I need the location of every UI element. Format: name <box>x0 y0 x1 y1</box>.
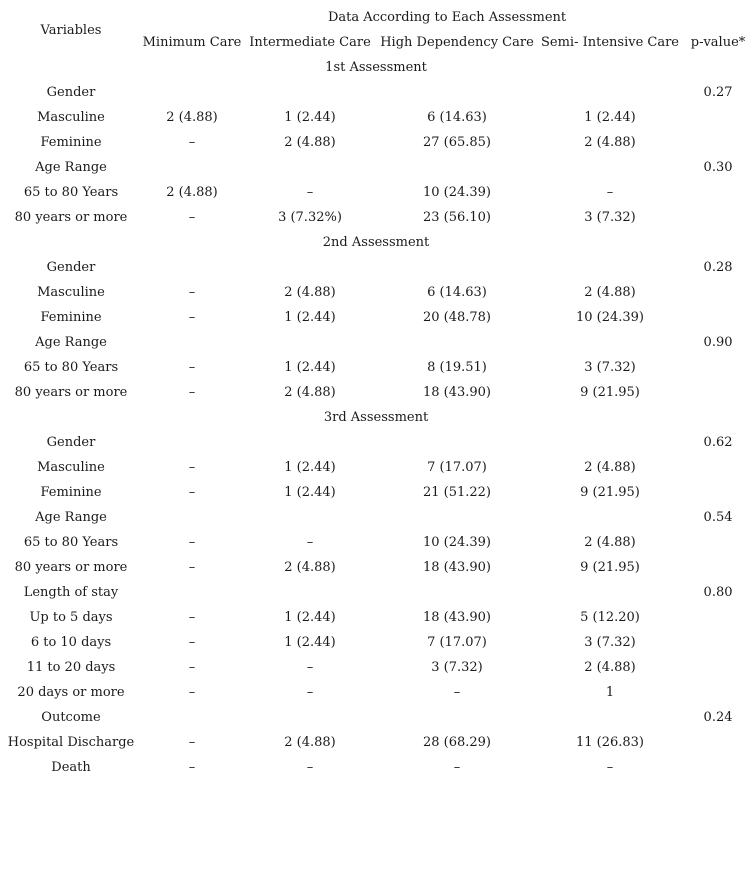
table-cell: – <box>188 385 196 400</box>
table-cell: – <box>606 185 614 200</box>
table-cell: 23 (56.10) <box>422 210 492 225</box>
table-cell: 1 (2.44) <box>284 360 336 375</box>
table-cell <box>536 80 684 105</box>
category-label: Gender <box>46 85 96 100</box>
table-cell <box>378 80 536 105</box>
category-label: Age Range <box>35 160 107 175</box>
p-value-cell <box>684 655 752 680</box>
p-value-cell <box>684 130 752 155</box>
table-cell <box>242 330 378 355</box>
table-row <box>0 730 752 755</box>
table-cell: 28 (68.29) <box>422 735 492 750</box>
row-label: 65 to 80 Years <box>23 360 119 375</box>
table-cell <box>242 505 378 530</box>
table-cell: 10 (24.39) <box>422 535 492 550</box>
table-cell: – <box>188 485 196 500</box>
p-value-cell <box>684 480 752 505</box>
p-value-cell: 0.80 <box>703 585 733 600</box>
table-cell: 2 (4.88) <box>166 110 218 125</box>
table-row <box>0 480 752 505</box>
table-cell <box>142 430 242 455</box>
category-row <box>0 330 752 355</box>
table-cell: 1 (2.44) <box>284 460 336 475</box>
category-label: Age Range <box>35 335 107 350</box>
table-cell: 2 (4.88) <box>284 560 336 575</box>
table-cell: 18 (43.90) <box>422 385 492 400</box>
category-row <box>0 430 752 455</box>
table-cell <box>536 580 684 605</box>
table-row <box>0 305 752 330</box>
table-cell: 7 (17.07) <box>427 460 487 475</box>
table-cell <box>536 330 684 355</box>
p-value-cell: 0.30 <box>703 160 733 175</box>
table-cell: 1 (2.44) <box>284 485 336 500</box>
table-cell <box>378 155 536 180</box>
table-row <box>0 655 752 680</box>
table-cell: 10 (24.39) <box>575 310 645 325</box>
table-cell: 8 (19.51) <box>427 360 487 375</box>
category-row <box>0 705 752 730</box>
table-row <box>0 280 752 305</box>
table-cell <box>536 505 684 530</box>
table-cell: – <box>188 760 196 775</box>
p-value-cell: 0.24 <box>703 710 733 725</box>
table-cell: 3 (7.32) <box>584 360 636 375</box>
table-cell: – <box>188 360 196 375</box>
table-cell: – <box>188 135 196 150</box>
variables-header: Variables <box>40 22 102 38</box>
table-cell: 7 (17.07) <box>427 635 487 650</box>
p-value-cell <box>684 555 752 580</box>
group-header: Data According to Each Assessment <box>327 10 567 25</box>
table-cell: 1 (2.44) <box>284 310 336 325</box>
table-row <box>0 380 752 405</box>
table-cell: – <box>188 735 196 750</box>
column-header: Intermediate Care <box>249 35 371 50</box>
section-row <box>0 55 752 80</box>
table-cell: – <box>188 535 196 550</box>
table-cell: 2 (4.88) <box>584 135 636 150</box>
p-value-cell: 0.90 <box>703 335 733 350</box>
p-value-cell: 0.54 <box>703 510 733 525</box>
table-cell <box>378 430 536 455</box>
p-value-cell <box>684 205 752 230</box>
p-value-cell <box>684 730 752 755</box>
table-cell <box>142 580 242 605</box>
table-row <box>0 455 752 480</box>
table-cell: 9 (21.95) <box>580 560 640 575</box>
p-value-cell <box>684 755 752 780</box>
table-cell: 1 (2.44) <box>284 635 336 650</box>
table-row <box>0 530 752 555</box>
column-header: Semi- Intensive Care <box>540 35 679 50</box>
row-label: Masculine <box>37 460 105 475</box>
p-value-cell <box>684 630 752 655</box>
row-label: 65 to 80 Years <box>23 185 119 200</box>
p-value-cell <box>684 280 752 305</box>
table-cell: 3 (7.32%) <box>278 210 342 225</box>
table-cell <box>142 255 242 280</box>
table-cell: 2 (4.88) <box>284 135 336 150</box>
p-value-cell <box>684 530 752 555</box>
row-label: 80 years or more <box>14 560 128 575</box>
table-cell: 5 (12.20) <box>580 610 640 625</box>
table-cell: 6 (14.63) <box>427 110 487 125</box>
table-cell: 2 (4.88) <box>584 285 636 300</box>
category-label: Outcome <box>41 710 101 725</box>
table-cell <box>378 330 536 355</box>
p-value-cell <box>684 305 752 330</box>
category-label: Age Range <box>35 510 107 525</box>
table-cell: 2 (4.88) <box>584 460 636 475</box>
table-cell: 2 (4.88) <box>284 385 336 400</box>
table-row <box>0 130 752 155</box>
assessment-data-table <box>0 5 752 780</box>
table-cell <box>142 155 242 180</box>
table-row <box>0 205 752 230</box>
table-cell: 3 (7.32) <box>584 210 636 225</box>
row-label: 20 days or more <box>17 685 125 700</box>
table-cell: – <box>306 660 314 675</box>
table-cell <box>142 80 242 105</box>
category-label: Gender <box>46 260 96 275</box>
p-value-cell: 0.62 <box>703 435 733 450</box>
category-row <box>0 155 752 180</box>
table-cell: – <box>306 535 314 550</box>
table-cell <box>242 580 378 605</box>
table-cell <box>242 155 378 180</box>
table-row <box>0 355 752 380</box>
table-cell: 1 <box>605 685 615 700</box>
category-label: Length of stay <box>23 585 119 600</box>
table-cell <box>142 330 242 355</box>
table-cell: 1 (2.44) <box>584 110 636 125</box>
table-row <box>0 180 752 205</box>
row-label: 80 years or more <box>14 210 128 225</box>
row-label: Feminine <box>40 135 102 150</box>
section-label: 3rd Assessment <box>323 410 429 425</box>
row-label: 65 to 80 Years <box>23 535 119 550</box>
table-cell: 1 (2.44) <box>284 610 336 625</box>
table-cell: – <box>188 460 196 475</box>
p-value-cell: 0.27 <box>703 85 733 100</box>
column-header: High Dependency Care <box>380 35 534 50</box>
row-label: Up to 5 days <box>29 610 113 625</box>
table-cell <box>536 430 684 455</box>
p-value-cell <box>684 455 752 480</box>
category-row <box>0 255 752 280</box>
table-cell: – <box>306 685 314 700</box>
table-cell: – <box>188 635 196 650</box>
table-cell: 3 (7.32) <box>584 635 636 650</box>
table-cell: – <box>306 185 314 200</box>
category-row <box>0 505 752 530</box>
table-cell <box>242 80 378 105</box>
table-cell <box>536 155 684 180</box>
table-cell: 2 (4.88) <box>584 660 636 675</box>
p-value-cell <box>684 105 752 130</box>
table-cell <box>142 705 242 730</box>
table-cell: 21 (51.22) <box>422 485 492 500</box>
table-cell: – <box>188 610 196 625</box>
p-value-cell <box>684 680 752 705</box>
table-cell <box>378 580 536 605</box>
table-cell: – <box>188 310 196 325</box>
table-cell: – <box>453 685 461 700</box>
table-cell: – <box>188 660 196 675</box>
section-label: 2nd Assessment <box>322 235 430 250</box>
table-body <box>0 55 752 780</box>
table-cell: 2 (4.88) <box>284 285 336 300</box>
table-cell: 2 (4.88) <box>166 185 218 200</box>
table-cell <box>378 505 536 530</box>
table-cell <box>242 705 378 730</box>
table-row <box>0 555 752 580</box>
table-header <box>0 5 752 55</box>
table-cell <box>378 255 536 280</box>
table-cell: 6 (14.63) <box>427 285 487 300</box>
table-row <box>0 605 752 630</box>
table-cell: 9 (21.95) <box>580 385 640 400</box>
table-cell: 18 (43.90) <box>422 560 492 575</box>
row-label: Masculine <box>37 285 105 300</box>
table-row <box>0 755 752 780</box>
table-cell <box>142 505 242 530</box>
table-cell <box>242 255 378 280</box>
table-cell: – <box>188 210 196 225</box>
row-label: Masculine <box>37 110 105 125</box>
table-cell: 11 (26.83) <box>575 735 645 750</box>
table-cell: – <box>606 760 614 775</box>
table-cell <box>536 255 684 280</box>
category-row <box>0 80 752 105</box>
table-cell <box>242 430 378 455</box>
table-cell: 10 (24.39) <box>422 185 492 200</box>
section-row <box>0 230 752 255</box>
table-cell: 2 (4.88) <box>584 535 636 550</box>
section-label: 1st Assessment <box>325 60 427 75</box>
row-label: Feminine <box>40 485 102 500</box>
row-label: Hospital Discharge <box>7 735 135 750</box>
table-cell: 2 (4.88) <box>284 735 336 750</box>
table-cell: – <box>188 685 196 700</box>
table-cell: 3 (7.32) <box>431 660 483 675</box>
p-value-cell: 0.28 <box>703 260 733 275</box>
section-row <box>0 405 752 430</box>
p-value-cell <box>684 180 752 205</box>
category-row <box>0 580 752 605</box>
column-header: p-value* <box>690 35 746 50</box>
row-label: Feminine <box>40 310 102 325</box>
table-cell: 18 (43.90) <box>422 610 492 625</box>
table-cell: 20 (48.78) <box>422 310 492 325</box>
table-cell: 1 (2.44) <box>284 110 336 125</box>
table-cell: – <box>188 285 196 300</box>
table-row <box>0 105 752 130</box>
row-label: 80 years or more <box>14 385 128 400</box>
row-label: 11 to 20 days <box>26 660 116 675</box>
table-cell <box>536 705 684 730</box>
p-value-cell <box>684 605 752 630</box>
table-cell: – <box>188 560 196 575</box>
column-header: Minimum Care <box>142 35 242 50</box>
row-label: Death <box>51 760 91 775</box>
table-row <box>0 630 752 655</box>
table-cell: 27 (65.85) <box>422 135 492 150</box>
header-row-top <box>0 5 752 30</box>
p-value-cell <box>684 380 752 405</box>
p-value-cell <box>684 355 752 380</box>
table-cell: – <box>306 760 314 775</box>
row-label: 6 to 10 days <box>30 635 112 650</box>
table-cell: 9 (21.95) <box>580 485 640 500</box>
table-cell <box>378 705 536 730</box>
table-cell: – <box>453 760 461 775</box>
table-row <box>0 680 752 705</box>
category-label: Gender <box>46 435 96 450</box>
